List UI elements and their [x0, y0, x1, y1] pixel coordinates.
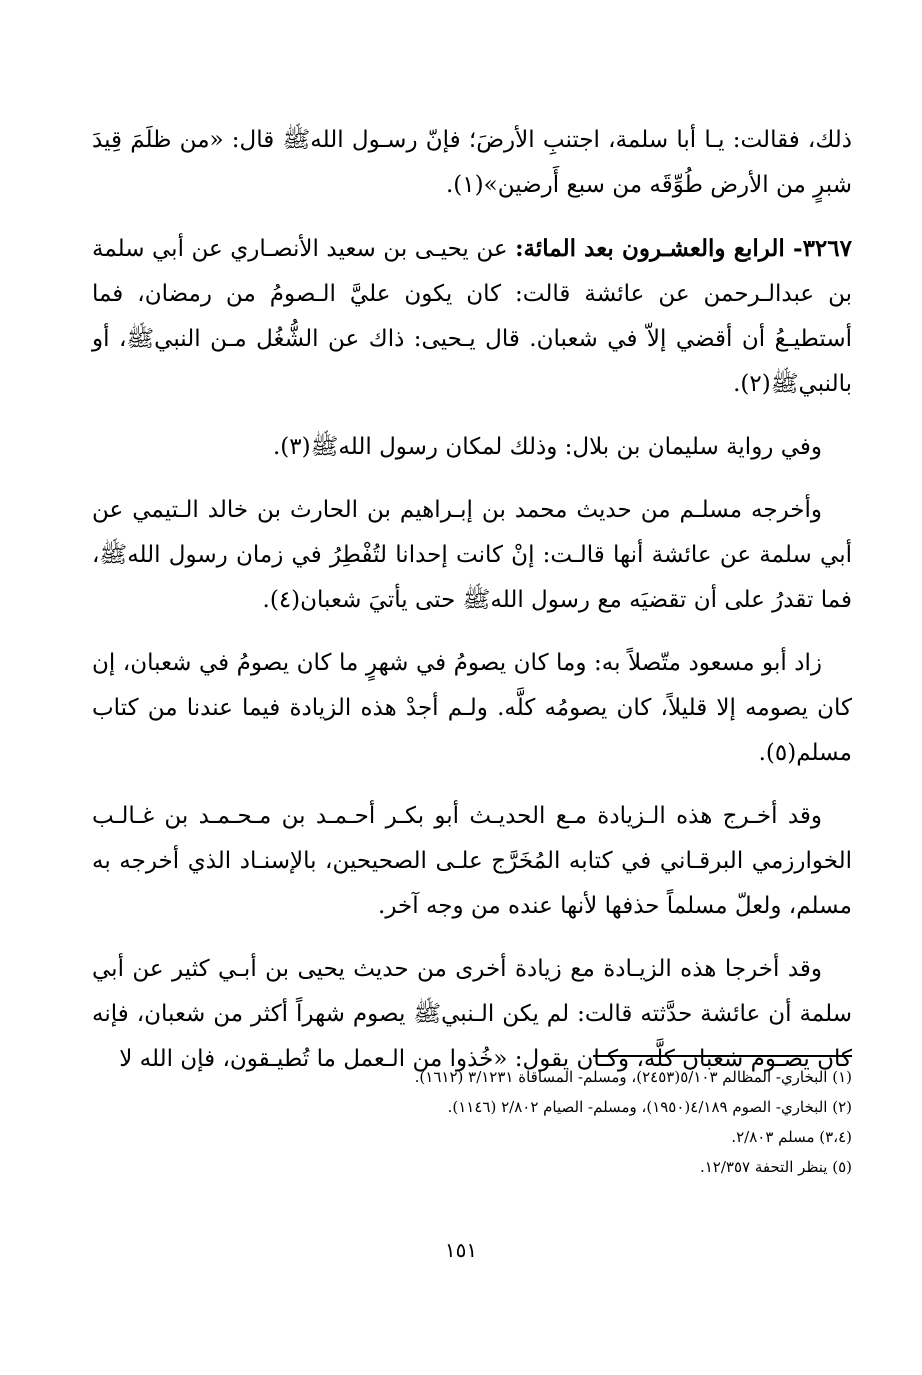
paragraph-5-text: زاد أبو مسعود متّصلاً به: وما كان يصومُ في شهرٍ ما كان يصومُ في شعبان، إن كان يصومه إلا قليلاً، كان يصومُه كلَّه. ولـم أجدْ هذه الزيادة فيما عندنا من كتاب مسلم(٥).: [92, 650, 852, 766]
paragraph-7-text: وقد أخرجا هذه الزيـادة مع زيادة أخرى من حديث يحيى بن أبـي كثير عن أبي سلمة أن عائشة حدَّثته قالت: لم يكن الـنبيﷺ يصوم شهراً أكثر من شعبان، فإنه كان يصـوم شعبان كلَّه، وكـان يقول: «خُذوا من الـعمل ما تُطيـقون، فإن الله لا: [92, 956, 852, 1072]
page-number: ١٥١: [444, 1238, 478, 1262]
footnote-4: (٥) ينظر التحفة ١٢/٣٥٧.: [699, 1158, 852, 1176]
paragraph-4-text: وأخرجه مسلـم من حديث محمد بن إبـراهيم بن الحارث بن خالد الـتيمي عن أبي سلمة عن عائشة أنها قالـت: إنْ كانت إحدانا لتُفْطِرُ في زمان رسول اللهﷺ، فما تقدرُ على أن تقضيَه مع رسول اللهﷺ حتى يأتيَ شعبان(٤).: [92, 497, 852, 613]
footnote-divider: [593, 1055, 852, 1057]
paragraph-2: [92, 226, 852, 407]
paragraph-3-text: وفي رواية سليمان بن بلال: وذلك لمكان رسول اللهﷺ(٣).: [273, 434, 822, 460]
footnote-1: (١) البخاري- المظالم ٥/١٠٣(٢٤٥٣)، ومسلم- المساقاة ٣/١٢٣١ (١٦١٢).: [414, 1068, 852, 1086]
paragraph-6: [92, 794, 852, 929]
main-text: [92, 118, 852, 1100]
paragraph-4: [92, 488, 852, 623]
paragraph-2-text: عن يحيـى بن سعيد الأنصـاري عن أبي سلمة بن عبدالـرحمن عن عائشة قالت: كان يكون عليَّ الـصومُ من رمضان، فما أستطيـعُ أن أقضي إلاّ في شعبان. قال يـحيى: ذاك عن الشُّغُل مـن النبيﷺ، أو بالنبيﷺ(٢).: [92, 236, 852, 397]
footnote-3: (٣،٤) مسلم ٢/٨٠٣.: [731, 1128, 852, 1146]
hadith-number-heading: ٣٢٦٧- الرابع والعشـرون بعد المائة:: [515, 235, 852, 262]
paragraph-1: [92, 118, 852, 208]
paragraph-6-text: وقد أخـرج هذه الـزيادة مـع الحديـث أبو بكـر أحـمـد بن مـحـمـد بن غـالـب الخوارزمي البرقـاني في كتابه المُخَرَّج علـى الصحيحين، بالإسنـاد الذي أخرجه به مسلم، ولعلّ مسلماً حذفها لأنها عنده من وجه آخر.: [92, 803, 852, 919]
footnotes: [92, 1062, 852, 1182]
paragraph-1-text: ذلك، فقالت: يـا أبا سلمة، اجتنبِ الأرضَ؛ فإنّ رسـول اللهﷺ قال: «من ظلَمَ قِيدَ شبرٍ من الأرض طُوِّقَه من سبع أَرضين»(١).: [92, 127, 852, 198]
paragraph-3: [92, 425, 852, 470]
paragraph-5: [92, 641, 852, 776]
footnote-2: (٢) البخاري- الصوم ٤/١٨٩(١٩٥٠)، ومسلم- الصيام ٢/٨٠٢ (١١٤٦).: [447, 1098, 852, 1116]
